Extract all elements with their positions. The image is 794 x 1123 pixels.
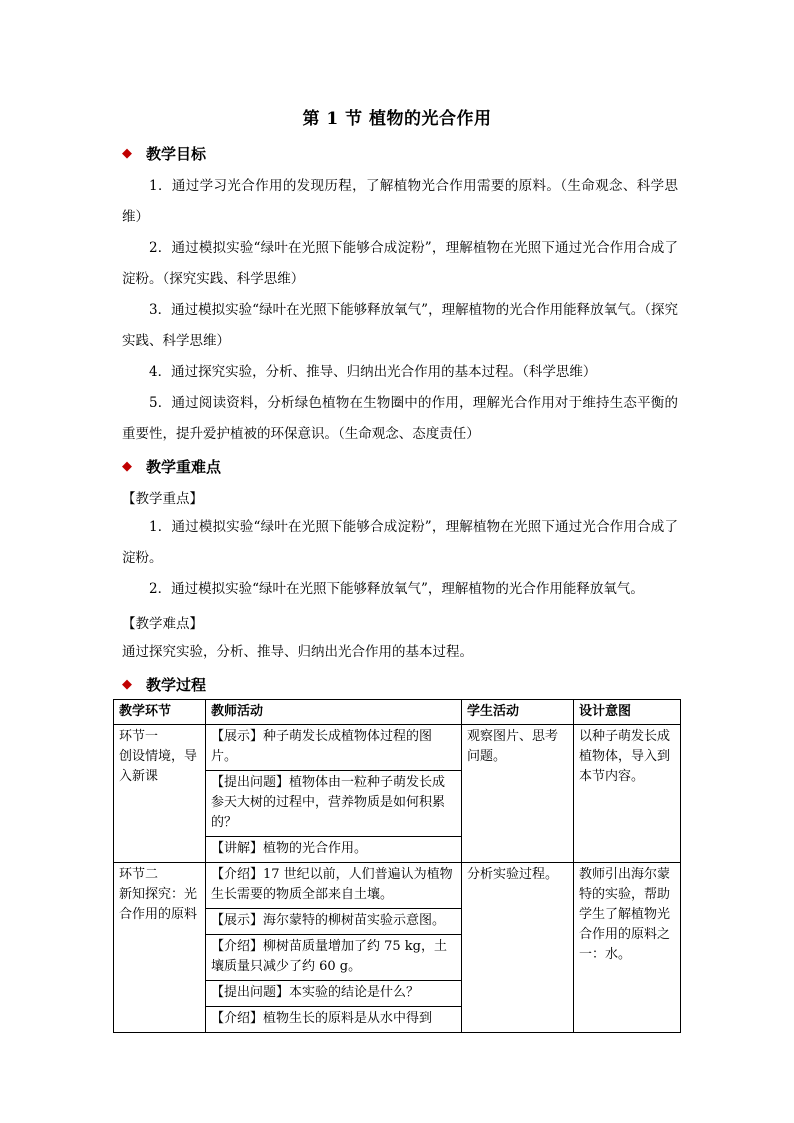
section-heading-goals [122,143,206,164]
design-intent-cell: 教师引出海尔蒙特的实验，帮助学生了解植物光合作用的原料之一：水。 [574,863,681,1033]
section-heading-label: 教学目标 [146,145,207,163]
goal-item: 1．通过学习光合作用的发现历程，了解植物光合作用需要的原料。（生命观念、科学思维） [122,178,678,225]
teacher-activity-item: 【展示】海尔蒙特的柳树苗实验示意图。 [206,909,461,935]
stage-cell: 环节二 新知探究：光合作用的原料 [114,863,206,1033]
process-table [113,699,681,1033]
stage-cell: 环节一 创设情境，导入新课 [114,725,206,863]
goal-item: 5．通过阅读资料，分析绿色植物在生物圈中的作用，理解光合作用对于维持生态平衡的重要性，提升爱护植被的环保意识。（生命观念、态度责任） [122,395,678,442]
teacher-activity-item: 【提出问题】植物体由一粒种子萌发长成参天大树的过程中，营养物质是如何积累的？ [206,771,461,837]
goal-item: 2．通过模拟实验“绿叶在光照下能够合成淀粉”，理解植物在光照下通过光合作用合成了淀粉。（探究实践、科学思维） [122,240,678,287]
design-intent-cell: 以种子萌发长成植物体，导入到本节内容。 [574,725,681,863]
section-heading-process [122,674,206,695]
difficulty-text: 通过探究实验，分析、推导、归纳出光合作用的基本过程。 [122,644,473,660]
section-heading-label: 教学过程 [146,676,207,694]
table-row [114,863,681,1033]
table-header-row [114,700,681,725]
diamond-bullet-icon: ◆ [122,459,132,474]
student-activity-cell: 观察图片、思考问题。 [462,725,574,863]
column-header: 学生活动 [462,700,574,725]
teacher-activity-item: 【讲解】植物的光合作用。 [211,841,368,856]
diamond-bullet-icon: ◆ [122,146,132,161]
focus-label: 【教学重点】 [122,491,203,507]
page-title: 第 1 节 植物的光合作用 [302,109,492,129]
teacher-activity-cell [206,725,462,863]
teacher-activity-cell [206,863,462,1033]
focus-item: 2．通过模拟实验“绿叶在光照下能够释放氧气”，理解植物的光合作用能释放氧气。 [149,581,644,597]
goal-item: 3．通过模拟实验“绿叶在光照下能够释放氧气”，理解植物的光合作用能释放氧气。（探究实践、科学思维） [122,302,678,349]
teacher-activity-item: 【展示】种子萌发长成植物体过程的图片。 [206,725,461,771]
teacher-activity-item: 【介绍】植物生长的原料是从水中得到 [211,1011,433,1026]
section-heading-label: 教学重难点 [146,458,222,476]
difficulty-label: 【教学难点】 [122,616,203,632]
column-header: 教学环节 [114,700,206,725]
column-header: 教师活动 [206,700,462,725]
table-row [114,725,681,863]
student-activity-cell: 分析实验过程。 [462,863,574,1033]
section-heading-key-points [122,456,221,477]
teacher-activity-item: 【提出问题】本实验的结论是什么？ [206,981,461,1007]
focus-item: 1．通过模拟实验“绿叶在光照下能够合成淀粉”，理解植物在光照下通过光合作用合成了淀粉。 [122,519,678,566]
diamond-bullet-icon: ◆ [122,677,132,692]
teacher-activity-item: 【介绍】柳树苗质量增加了约 75 kg，土壤质量只减少了约 60 g。 [206,935,461,981]
column-header: 设计意图 [574,700,681,725]
goal-item: 4．通过探究实验，分析、推导、归纳出光合作用的基本过程。（科学思维） [149,364,597,380]
teacher-activity-item: 【介绍】17 世纪以前，人们普遍认为植物生长需要的物质全部来自土壤。 [206,863,461,909]
